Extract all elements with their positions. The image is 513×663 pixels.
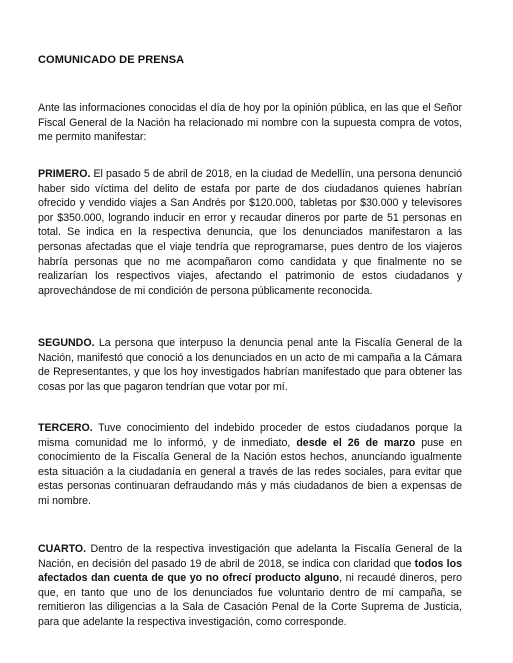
- intro-paragraph: Ante las informaciones conocidas el día de hoy por la opinión pública, en las que el Señor Fiscal General de la Nación ha relacionado mi nombre con la supuesta compra de votos, me permito manifestar:: [38, 102, 462, 144]
- text-tercero-2: puse en conocimiento de la Fiscalía General de la Nación estos hechos, anunciando igualmente esta situación a la ciudadanía en general a través de las redes sociales, para evitar que estas personas continuaran defraudando más y más ciudadanos de bien a expensas de mi nombre.: [38, 436, 462, 507]
- paragraph-cuarto: [38, 542, 462, 630]
- heading-primero: PRIMERO.: [38, 168, 91, 180]
- heading-tercero: TERCERO.: [38, 422, 93, 434]
- paragraph-tercero: [38, 421, 462, 509]
- bold-cuarto: todos los afectados dan cuenta de que yo no ofrecí producto alguno: [38, 557, 462, 585]
- paragraph-primero: [38, 167, 462, 298]
- text-primero: El pasado 5 de abril de 2018, en la ciudad de Medellín, una persona denunció haber sido víctima del delito de estafa por parte de dos ciudadanos quienes habrían ofrecido y vendido viajes a San Andrés por $120.000, tabletas por $30.000 y televisores por $350.000, logrando inducir en error y recaudar dineros por parte de 51 personas en total. Se indica en la respectiva denuncia, que los denunciados manifestaron a las personas afectadas que el viaje tendría que reprogramarse, pues dentro de los viajeros habría personas que no me acompañaron como candidata y que finalmente no se realizarían los respectivos viajes, afectando el patrimonio de estos ciudadanos y aprovechándose de mi condición de persona públicamente reconocida.: [38, 168, 462, 297]
- text-segundo: La persona que interpuso la denuncia penal ante la Fiscalía General de la Nación, manifestó que conoció a los denunciados en un acto de mi campaña a la Cámara de Representantes, y que los hoy investigados habrían manifestado que para obtener las cosas por las que pagaron tendrían que votar por mí.: [38, 337, 462, 393]
- paragraph-segundo: [38, 336, 462, 394]
- heading-segundo: SEGUNDO.: [38, 337, 95, 349]
- bold-tercero: desde el 26 de marzo: [296, 436, 416, 449]
- document-title: COMUNICADO DE PRENSA: [38, 54, 185, 66]
- heading-cuarto: CUARTO.: [38, 543, 87, 555]
- text-cuarto-1: Dentro de la respectiva investigación que adelanta la Fiscalía General de la Nación, en decisión del pasado 19 de abril de 2018, se indica con claridad que: [38, 543, 462, 570]
- text-cuarto-2: , ni recaudé dineros, pero que, en tanto que uno de los denunciados fue voluntario dentro de mi campaña, se remitieron las diligencias a la Sala de Casación Penal de la Corte Suprema de Justicia, para que adelante la respectiva investigación, como corresponde.: [38, 572, 462, 628]
- text-tercero-1: Tuve conocimiento del indebido proceder de estos ciudadanos porque la misma comunidad me lo informó, y de inmediato,: [38, 422, 462, 449]
